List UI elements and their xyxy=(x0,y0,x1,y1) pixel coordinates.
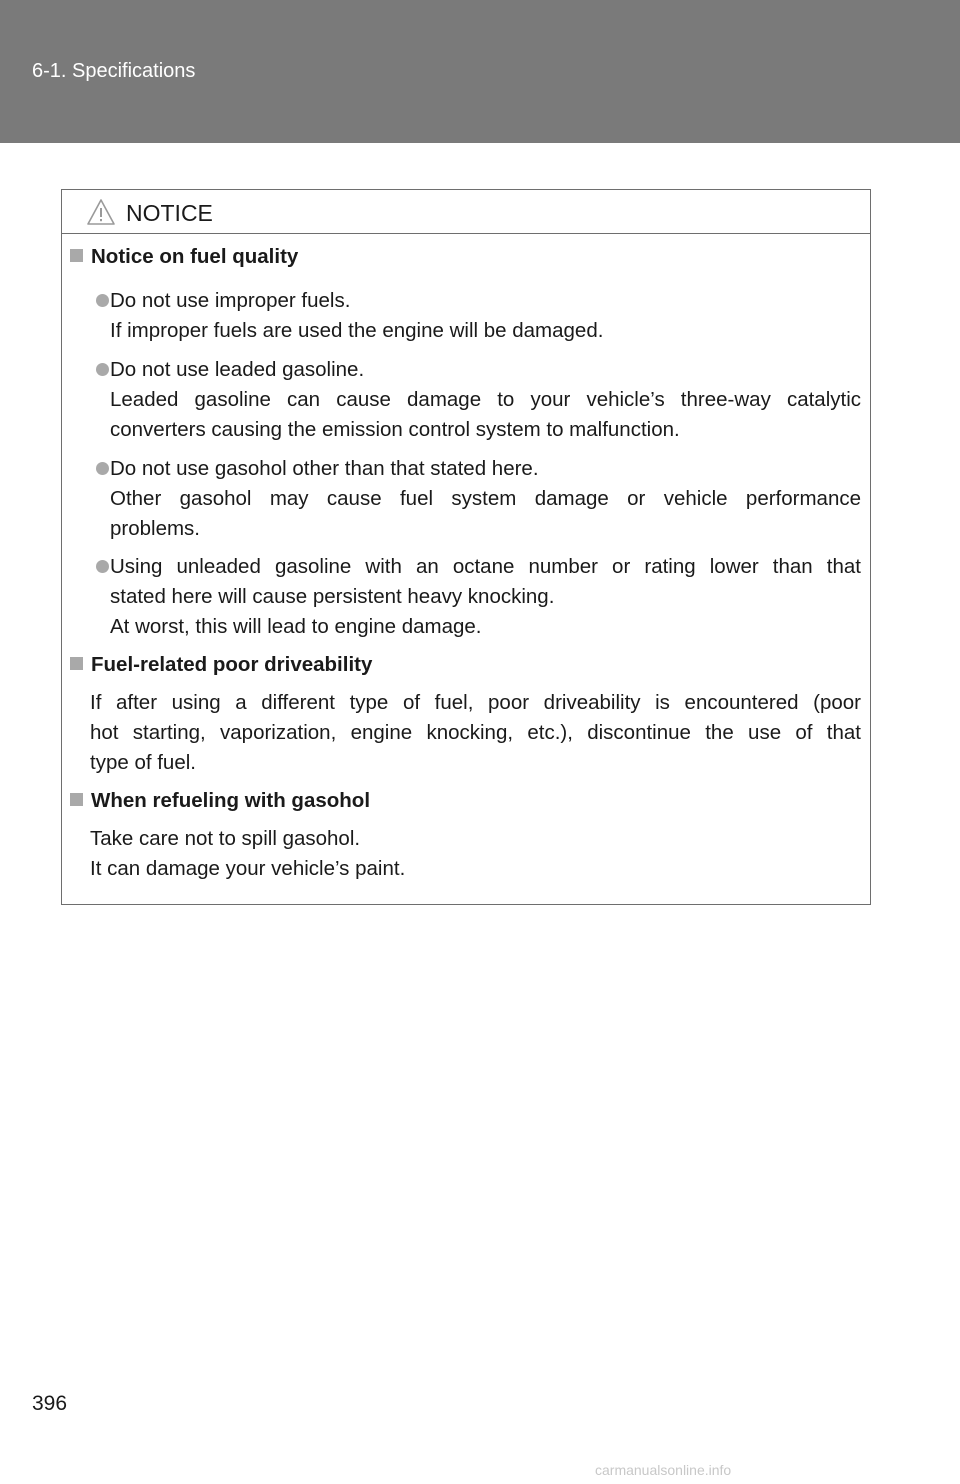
square-bullet-icon xyxy=(70,657,83,670)
section-heading: When refueling with gasohol xyxy=(70,786,370,816)
page-header xyxy=(0,0,960,143)
paragraph-line: type of fuel. xyxy=(90,751,196,774)
notice-box xyxy=(61,189,871,905)
bullet-text: converters causing the emission control system to malfunction. xyxy=(110,418,680,441)
circle-bullet-icon xyxy=(96,363,109,376)
watermark: carmanualsonline.info xyxy=(595,1462,732,1478)
page-number: 396 xyxy=(32,1392,68,1415)
paragraph-line: Take care not to spill gasohol. xyxy=(90,827,361,850)
bullet-text: Do not use gasohol other than that stated here. xyxy=(110,457,539,480)
notice-title: NOTICE xyxy=(126,200,213,226)
circle-bullet-icon xyxy=(96,462,109,475)
bullet-text: Do not use improper fuels. xyxy=(110,289,351,312)
section-heading: Fuel-related poor driveability xyxy=(70,650,372,680)
bullet-text: Using unleaded gasoline with an octane number or rating lower than that xyxy=(110,555,861,578)
circle-bullet-icon xyxy=(96,294,109,307)
paragraph-line: It can damage your vehicle’s paint. xyxy=(90,857,406,880)
paragraph-line: hot starting, vaporization, engine knocking, etc.), discontinue the use of that xyxy=(90,721,861,744)
section-heading: Notice on fuel quality xyxy=(70,242,298,272)
circle-bullet-icon xyxy=(96,560,109,573)
warning-triangle-icon xyxy=(86,198,116,226)
bullet-text: At worst, this will lead to engine damage. xyxy=(110,615,482,638)
bullet-text: Leaded gasoline can cause damage to your vehicle’s three-way catalytic xyxy=(110,388,861,411)
bullet-text: Do not use leaded gasoline. xyxy=(110,358,365,381)
bullet-text: If improper fuels are used the engine will be damaged. xyxy=(110,319,604,342)
notice-header xyxy=(62,190,870,234)
bullet-text: stated here will cause persistent heavy knocking. xyxy=(110,585,555,608)
square-bullet-icon xyxy=(70,249,83,262)
section-title: 6-1. Specifications xyxy=(32,60,196,82)
paragraph-line: If after using a different type of fuel, poor driveability is encountered (poor xyxy=(90,691,861,714)
bullet-text: problems. xyxy=(110,517,201,540)
bullet-text: Other gasohol may cause fuel system damage or vehicle performance xyxy=(110,487,861,510)
square-bullet-icon xyxy=(70,793,83,806)
